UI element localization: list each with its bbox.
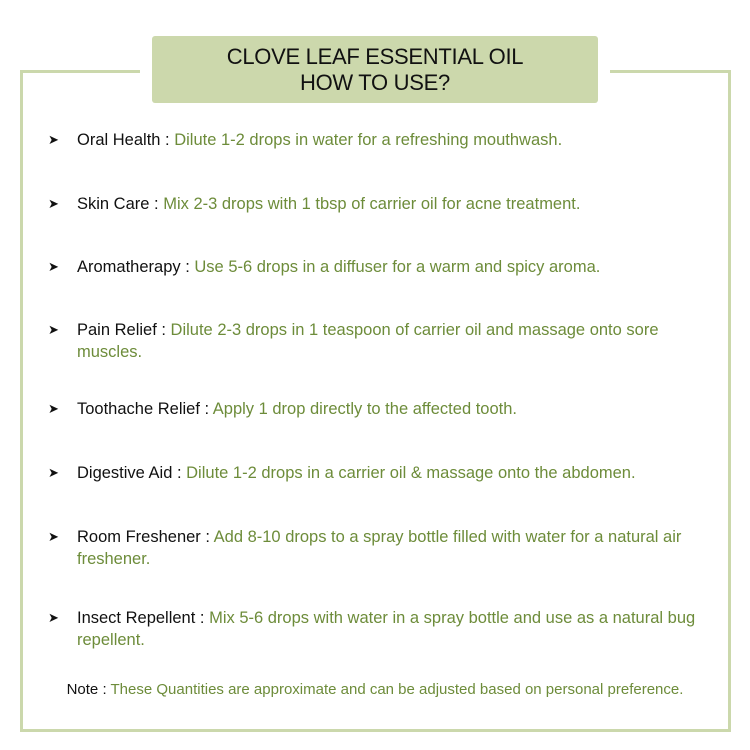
item-label: Oral Health : [77,131,175,149]
usage-item-room-freshener [48,526,698,570]
item-label: Toothache Relief : [77,400,213,418]
arrow-bullet-icon: ➤ [48,610,59,625]
item-description: Apply 1 drop directly to the affected tooth. [212,400,517,418]
item-description: Dilute 1-2 drops in water for a refreshing mouthwash. [174,131,563,149]
usage-item-toothache-relief [48,398,728,420]
arrow-bullet-icon: ➤ [48,529,59,544]
title-line-1: CLOVE LEAF ESSENTIAL OIL [226,43,524,69]
usage-item-skin-care [48,193,728,215]
usage-item-digestive-aid [48,462,748,484]
item-description: Dilute 1-2 drops in a carrier oil & massage onto the abdomen. [186,464,636,482]
arrow-bullet-icon: ➤ [48,132,59,147]
usage-item-aromatherapy [48,256,728,278]
note-text: These Quantities are approximate and can be adjusted based on personal preference. [110,681,684,698]
usage-item-insect-repellent [48,607,708,651]
note-label: Note : [66,681,111,698]
arrow-bullet-icon: ➤ [48,259,59,274]
item-label: Aromatherapy : [77,258,195,276]
item-description: Dilute 2-3 drops in 1 teaspoon of carrier oil and massage onto sore muscles. [77,321,659,361]
title-banner [152,36,598,103]
arrow-bullet-icon: ➤ [48,465,59,480]
item-description: Mix 2-3 drops with 1 tbsp of carrier oil for acne treatment. [163,195,581,213]
item-description: Use 5-6 drops in a diffuser for a warm and spicy aroma. [194,258,601,276]
usage-item-pain-relief [48,319,708,363]
item-description: Mix 5-6 drops with water in a spray bottle and use as a natural bug repellent. [77,609,696,649]
item-label: Pain Relief : [77,321,171,339]
item-label: Skin Care : [77,195,164,213]
usage-item-oral-health [48,129,728,151]
arrow-bullet-icon: ➤ [48,322,59,337]
title-line-2: HOW TO USE? [300,69,450,95]
item-description: Add 8-10 drops to a spray bottle filled with water for a natural air freshener. [77,528,682,568]
arrow-bullet-icon: ➤ [48,196,59,211]
item-label: Insect Repellent : [77,609,210,627]
arrow-bullet-icon: ➤ [48,401,59,416]
footnote [60,678,690,701]
item-label: Digestive Aid : [77,464,187,482]
item-label: Room Freshener : [77,528,214,546]
